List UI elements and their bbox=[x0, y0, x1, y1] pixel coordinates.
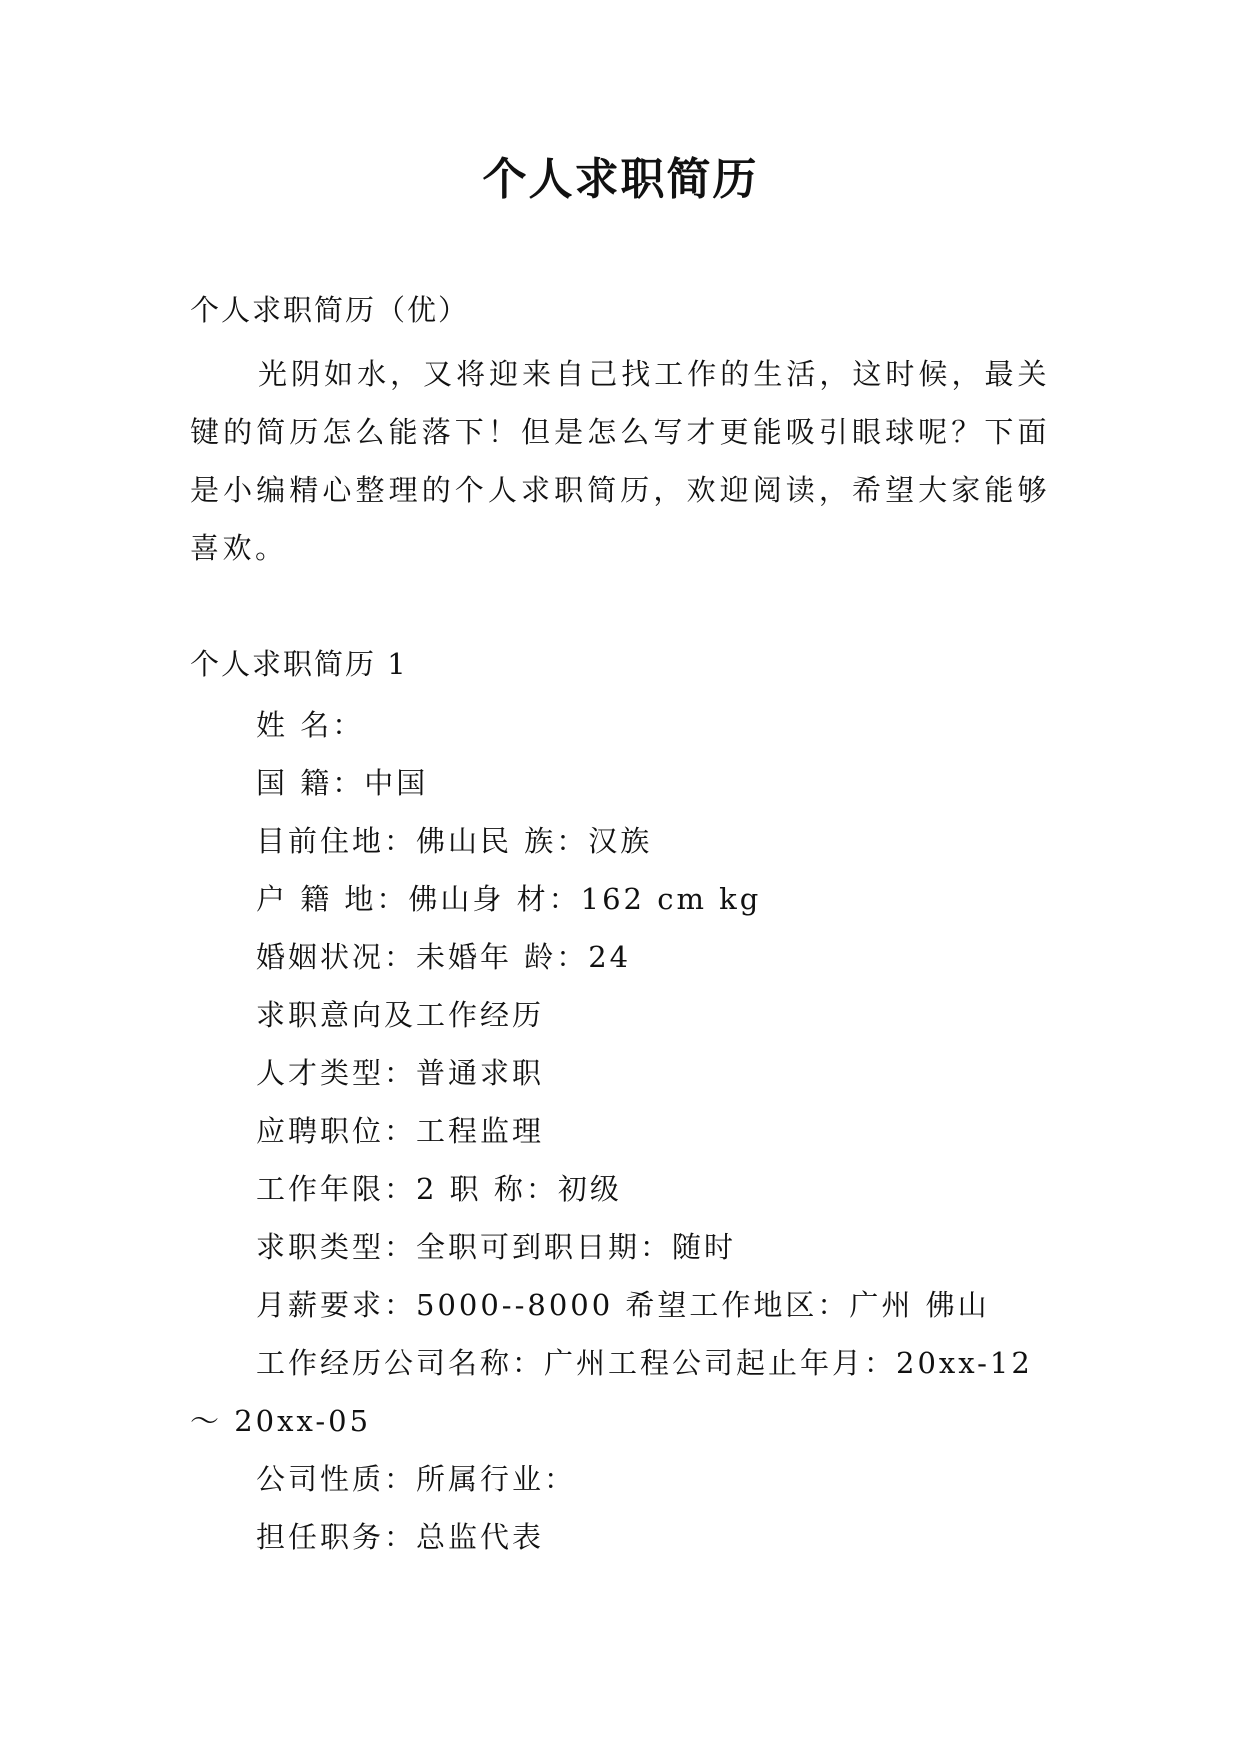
resume-details bbox=[190, 696, 1050, 1566]
job-intent-heading: 求职意向及工作经历 bbox=[256, 998, 545, 1032]
work-history-line: 工作经历公司名称：广州工程公司起止年月：20xx-12 ～ 20xx-05 bbox=[190, 1346, 1033, 1438]
document-title: 个人求职简历 bbox=[482, 154, 759, 205]
residence-ethnicity-line: 目前住地：佛山民 族：汉族 bbox=[256, 824, 653, 858]
document-subtitle: 个人求职简历（优） bbox=[190, 293, 470, 327]
intro-paragraph: 光阴如水，又将迎来自己找工作的生活，这时候，最关键的简历怎么能落下！但是怎么写才更能吸引眼球呢？下面是小编精心整理的个人求职简历，欢迎阅读，希望大家能够喜欢。 bbox=[190, 357, 1050, 565]
position-line: 应聘职位：工程监理 bbox=[256, 1114, 545, 1148]
company-nature-line: 公司性质：所属行业： bbox=[256, 1462, 577, 1496]
marital-age-line: 婚姻状况：未婚年 龄：24 bbox=[256, 940, 632, 974]
salary-area-line: 月薪要求：5000--8000 希望工作地区：广州 佛山 bbox=[256, 1288, 990, 1322]
household-height-line: 户 籍 地：佛山身 材：162 cm kg bbox=[256, 882, 762, 916]
talent-type-line: 人才类型：普通求职 bbox=[256, 1056, 545, 1090]
job-type-line: 求职类型：全职可到职日期：随时 bbox=[256, 1230, 737, 1264]
years-title-line: 工作年限：2 职 称：初级 bbox=[256, 1172, 622, 1206]
nationality-line: 国 籍：中国 bbox=[256, 766, 429, 800]
section-title: 个人求职简历 1 bbox=[190, 647, 408, 681]
position-held-line: 担任职务：总监代表 bbox=[256, 1520, 545, 1554]
name-line: 姓 名： bbox=[256, 708, 365, 742]
